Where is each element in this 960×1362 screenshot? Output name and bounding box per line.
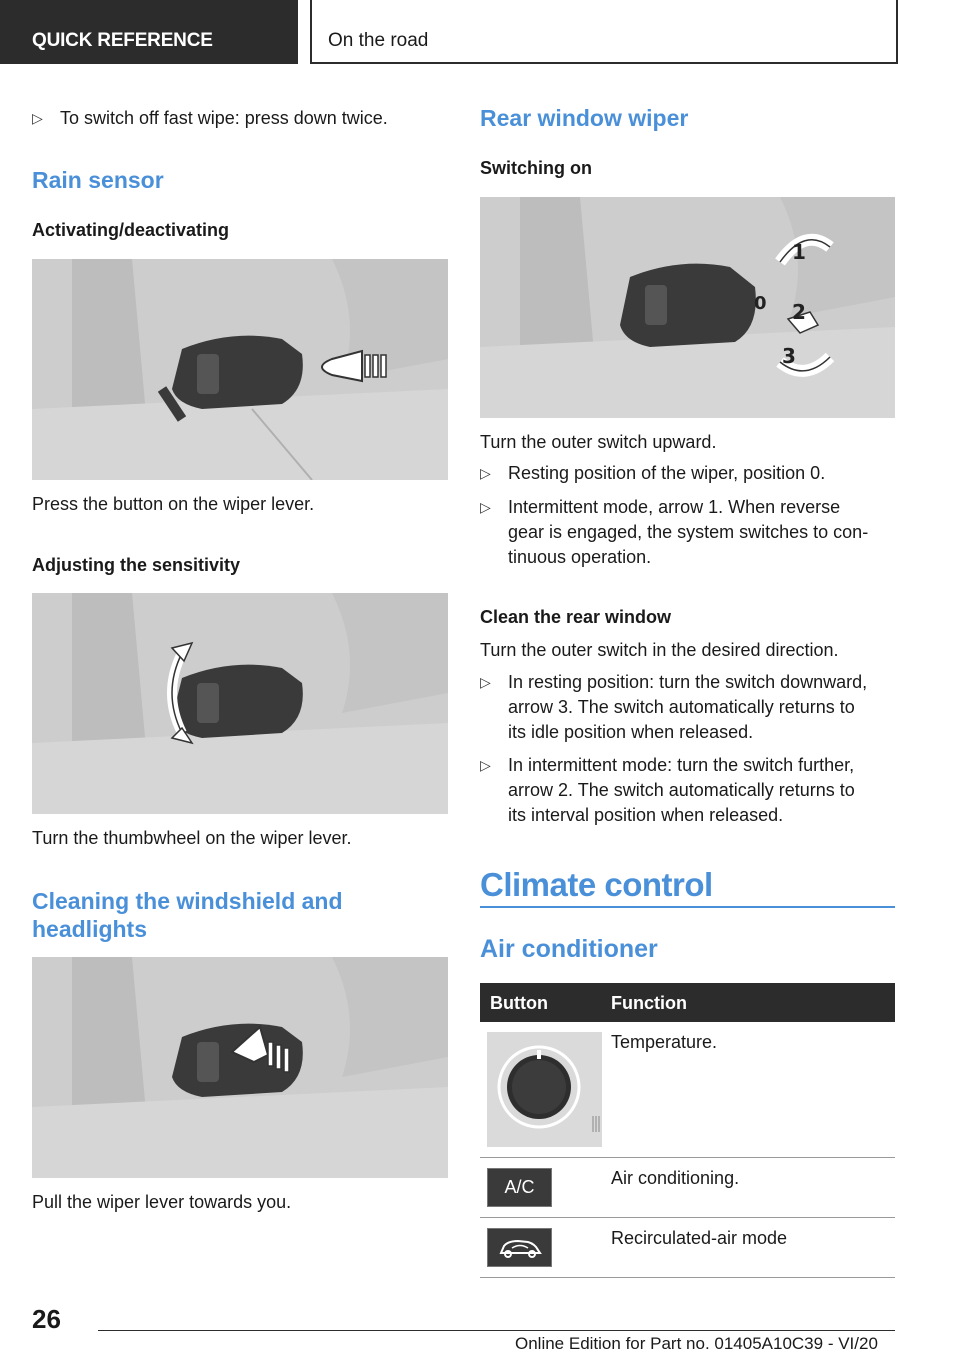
edition-text: Online Edition for Part no. 01405A10C39 - VI/20 [515,1334,878,1353]
instruction-text: Turn the outer switch upward. [480,432,717,452]
triangle-bullet-icon: ▷ [480,674,491,690]
chapter-heading: Climate control [480,866,713,903]
table-row [480,1218,895,1278]
figure-caption: Turn the thumbwheel on the wiper lever. [32,828,352,848]
subsection-heading: Clean the rear window [480,607,672,627]
column-header: Function [611,993,687,1013]
triangle-bullet-icon: ▷ [480,757,491,773]
subsection-heading: Switching on [480,158,592,178]
section-heading: Air conditioner [480,935,658,963]
section-heading: Rain sensor [32,167,164,193]
instruction-text: Turn the outer switch in the desired direction. [480,640,839,660]
subsection-heading: Adjusting the sensitivity [32,555,241,575]
section-heading: Rear window wiper [480,105,689,131]
rear-wiper-figure [480,197,895,418]
triangle-bullet-icon: ▷ [32,110,43,126]
figure-caption: Press the button on the wiper lever. [32,494,315,514]
thumbwheel-figure [32,593,448,814]
arrow-label: 1 [792,240,806,264]
section-title: QUICK REFERENCE [32,30,213,51]
ac-button-icon: A/C [487,1168,552,1207]
chapter-title: On the road [328,30,429,51]
triangle-bullet-icon: ▷ [480,499,491,515]
triangle-bullet-icon: ▷ [480,465,491,481]
column-header: Button [490,993,548,1013]
function-text: Air conditioning. [611,1168,740,1188]
footer-rule [98,1330,895,1331]
function-text: Recirculated-air mode [611,1228,788,1248]
chapter-tab [310,0,898,64]
table-row [480,1158,895,1218]
subsection-heading: Activating/deactivating [32,220,230,240]
wiper-lever-press-figure [32,259,448,480]
section-heading: Cleaning the windshield and headlights [32,888,343,942]
table-header [480,983,895,1022]
wiper-lever-pull-figure [32,957,448,1178]
arrow-label: 2 [792,300,806,324]
function-text: Temperature. [611,1032,718,1052]
temperature-knob-icon [487,1032,602,1147]
heading-rule [480,906,895,908]
position-label: 0 [754,293,767,314]
arrow-label: 3 [782,344,796,368]
recirculated-air-icon [487,1228,552,1267]
table-row [480,1022,895,1158]
section-tab [0,0,298,64]
figure-caption: Pull the wiper lever towards you. [32,1192,292,1212]
page-number: 26 [32,1304,61,1334]
